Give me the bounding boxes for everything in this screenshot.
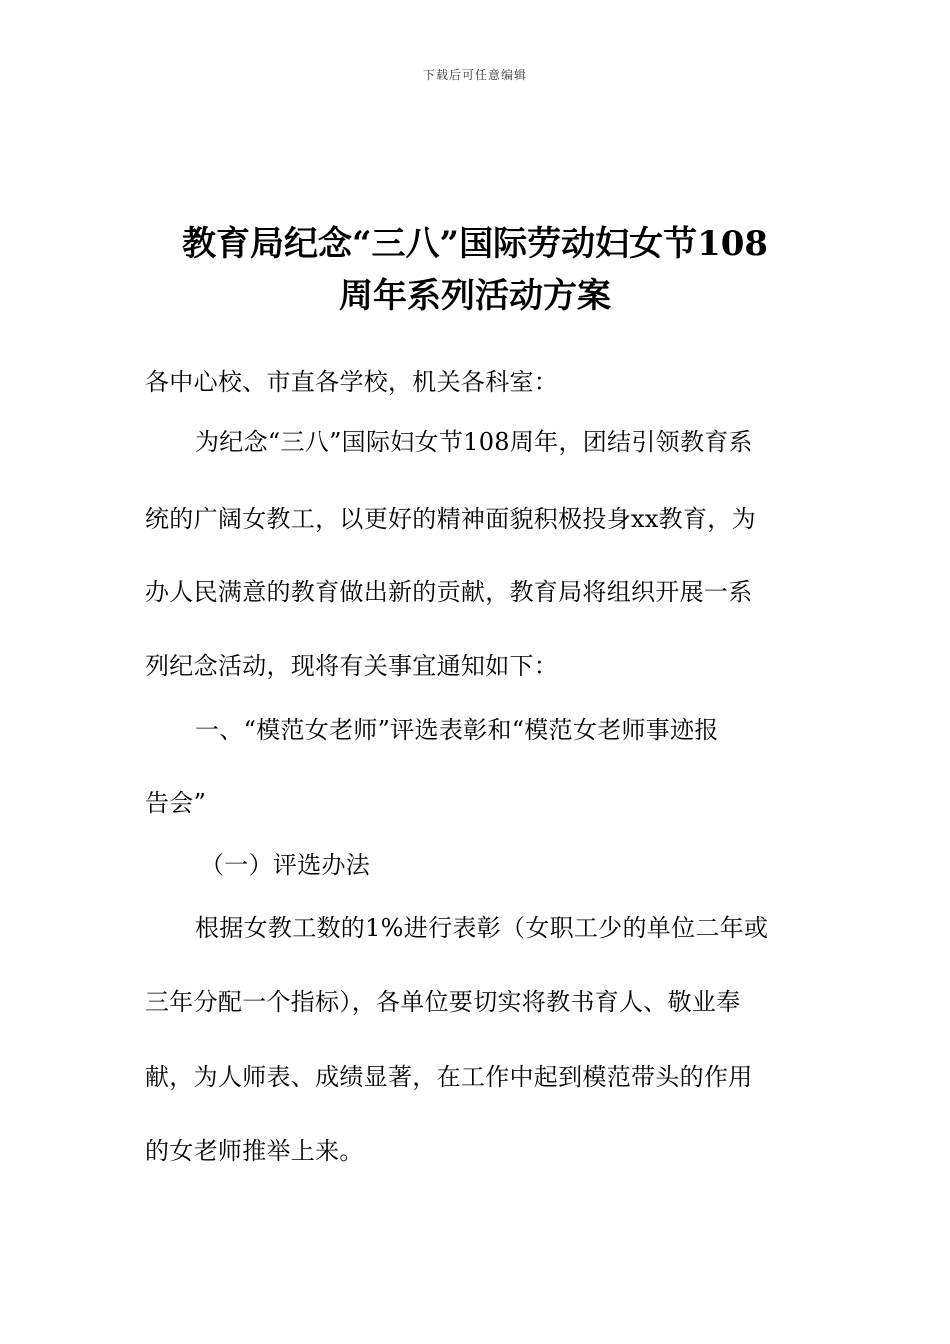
subsection-1-heading: （一）评选办法 xyxy=(200,851,371,879)
document-title-line-1: 教育局纪念“三八”国际劳动妇女节108 xyxy=(181,224,769,264)
paragraph-1-line-3: 办人民满意的教育做出新的贡献，教育局将组织开展一系 xyxy=(145,578,753,606)
section-1-heading-line-1: 一、“模范女老师”评选表彰和“模范女老师事迹报 xyxy=(195,716,719,744)
paragraph-1-line-1: 为纪念“三八”国际妇女节108周年，团结引领教育系 xyxy=(195,428,753,456)
paragraph-2-line-2: 三年分配一个指标），各单位要切实将教书育人、敬业奉 xyxy=(145,988,741,1016)
paragraph-2-line-4: 的女老师推举上来。 xyxy=(145,1137,364,1165)
paragraph-2-line-3: 献，为人师表、成绩显著，在工作中起到模范带头的作用 xyxy=(145,1063,753,1091)
header-note: 下载后可任意编辑 xyxy=(422,68,527,82)
paragraph-1-line-4: 列纪念活动，现将有关事宜通知如下： xyxy=(145,652,559,680)
document-title-line-2: 周年系列活动方案 xyxy=(339,276,611,316)
paragraph-2-line-1: 根据女教工数的1%进行表彰（女职工少的单位二年或 xyxy=(195,914,769,942)
paragraph-1-line-2: 统的广阔女教工，以更好的精神面貌积极投身xx教育，为 xyxy=(145,505,756,533)
section-1-heading-line-2: 告会” xyxy=(145,789,207,817)
salutation: 各中心校、市直各学校，机关各科室： xyxy=(145,368,559,396)
